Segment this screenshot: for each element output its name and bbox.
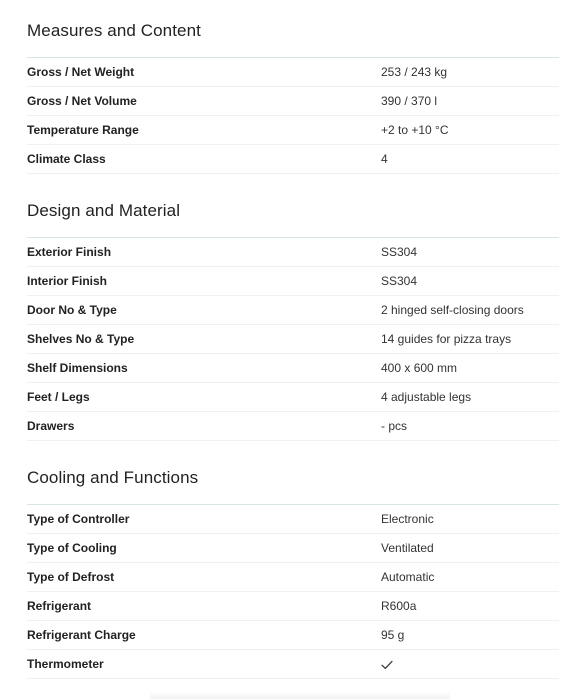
spec-row xyxy=(27,412,559,441)
spec-value: Electronic xyxy=(381,512,434,526)
section-title: Cooling and Functions xyxy=(27,468,199,487)
spec-label: Climate Class xyxy=(27,152,106,166)
spec-label: Temperature Range xyxy=(27,123,139,137)
spec-value: R600a xyxy=(381,599,417,613)
spec-value: 95 g xyxy=(381,628,405,642)
spec-label: Refrigerant xyxy=(27,599,92,613)
spec-value: 390 / 370 l xyxy=(381,94,438,108)
section-title: Design and Material xyxy=(27,201,181,220)
spec-value: +2 to +10 °C xyxy=(381,123,449,137)
spec-label: Type of Controller xyxy=(27,512,130,526)
spec-label: Shelf Dimensions xyxy=(27,361,128,375)
spec-label: Gross / Net Volume xyxy=(27,94,137,108)
section-title: Measures and Content xyxy=(27,21,201,40)
spec-label: Gross / Net Weight xyxy=(27,65,135,79)
section-measures-and-content xyxy=(27,0,559,174)
section-cooling-and-functions xyxy=(27,441,559,679)
spec-value: SS304 xyxy=(381,245,418,259)
spec-row xyxy=(27,238,559,267)
spec-label: Feet / Legs xyxy=(27,390,90,404)
spec-row xyxy=(27,354,559,383)
checkmark-icon xyxy=(381,660,393,670)
bottom-shadow xyxy=(150,692,450,699)
spec-row xyxy=(27,592,559,621)
spec-row xyxy=(27,563,559,592)
spec-row xyxy=(27,296,559,325)
section-design-and-material xyxy=(27,174,559,441)
spec-row xyxy=(27,58,559,87)
spec-value: 4 adjustable legs xyxy=(381,390,472,404)
spec-row xyxy=(27,116,559,145)
spec-row xyxy=(27,383,559,412)
spec-label: Door No & Type xyxy=(27,303,117,317)
spec-value: Ventilated xyxy=(381,541,434,555)
spec-value: 400 x 600 mm xyxy=(381,361,458,375)
spec-value: Automatic xyxy=(381,570,435,584)
spec-value: - pcs xyxy=(381,419,408,433)
spec-label: Type of Cooling xyxy=(27,541,117,555)
spec-label: Exterior Finish xyxy=(27,245,112,259)
spec-label: Interior Finish xyxy=(27,274,108,288)
spec-row xyxy=(27,87,559,116)
spec-value: 14 guides for pizza trays xyxy=(381,332,512,346)
spec-label: Type of Defrost xyxy=(27,570,115,584)
spec-label: Shelves No & Type xyxy=(27,332,135,346)
spec-row xyxy=(27,534,559,563)
spec-value: 253 / 243 kg xyxy=(381,65,448,79)
spec-row xyxy=(27,267,559,296)
spec-label: Refrigerant Charge xyxy=(27,628,136,642)
spec-value xyxy=(381,657,559,671)
spec-value: 2 hinged self-closing doors xyxy=(381,303,524,317)
spec-sheet xyxy=(27,0,559,679)
spec-row xyxy=(27,621,559,650)
spec-value: 4 xyxy=(381,152,388,166)
spec-row xyxy=(27,325,559,354)
spec-row xyxy=(27,505,559,534)
spec-row xyxy=(27,650,559,679)
spec-label: Drawers xyxy=(27,419,75,433)
spec-value: SS304 xyxy=(381,274,418,288)
spec-row xyxy=(27,145,559,174)
spec-label: Thermometer xyxy=(27,657,104,671)
